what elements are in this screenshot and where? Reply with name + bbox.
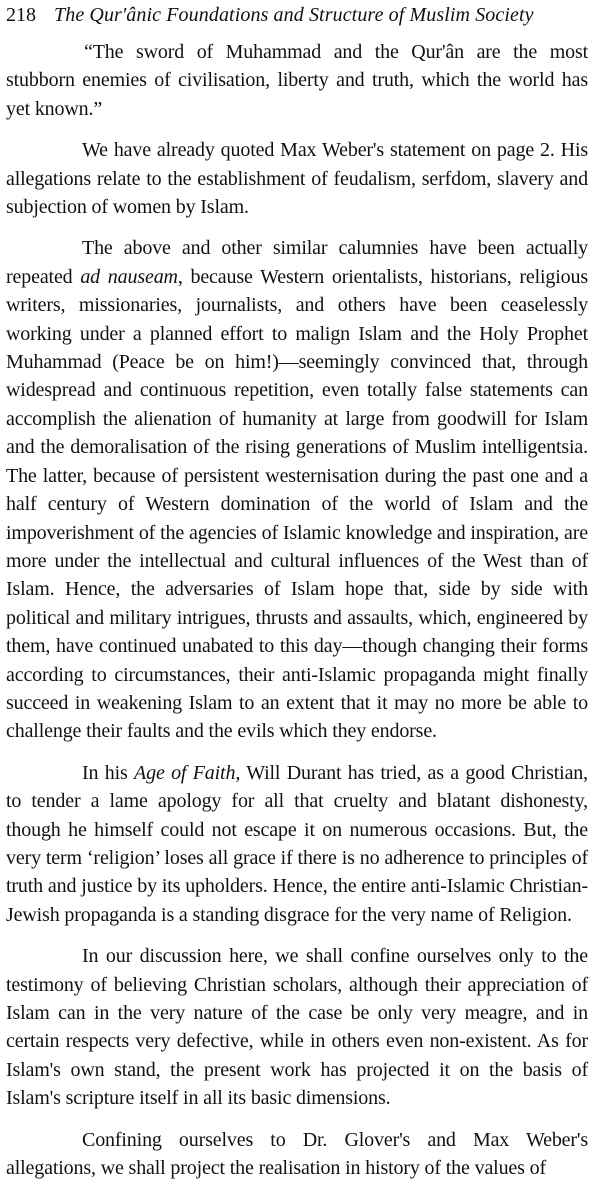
page-number: 218 xyxy=(6,4,36,26)
paragraph-text: In his xyxy=(82,761,135,784)
paragraph-durant xyxy=(6,759,588,929)
page-header xyxy=(6,4,588,34)
paragraph-text: We have already quoted Max Weber's statement on page 2. His allegations relate to the establishment of feudalism, serfdom, slavery and subjection of women by Islam. xyxy=(6,139,588,219)
body-text xyxy=(6,38,588,1182)
book-title: Age of Faith xyxy=(134,761,236,784)
paragraph-text: Confining ourselves to Dr. Glover's and Max Weber's allegations, we shall project the realisation in history of the values of xyxy=(6,1128,588,1180)
paragraph-text: In our discussion here, we shall confine ourselves only to the testimony of believing Christian scholars, although their appreciation of Islam can in the very nature of the case be only very meagre, and in certain respects very defective, while in others even non-existent. As for Islam's own stand, the present work has projected it on the basis of Islam's scripture itself in all its basic dimensions. xyxy=(6,945,588,1110)
paragraph-calumnies xyxy=(6,234,588,745)
paragraph-discussion xyxy=(6,942,588,1112)
paragraph-weber xyxy=(6,136,588,221)
paragraph-confining xyxy=(6,1126,588,1182)
paragraph-text: “The sword of Muhammad and the Qur'ân are the most stubborn enemies of civilisation, liberty and truth, which the world has yet known.” xyxy=(6,41,588,120)
running-head: The Qur'ânic Foundations and Structure of Muslim Society xyxy=(54,4,534,26)
paragraph-text: , Will Durant has tried, as a good Christian, to tender a lame apology for all that cruelty and blatant dishonesty, though he himself could not escape it on numerous occasions. But, the very term ‘religion’ loses all grace if there is no adherence to principles of truth and justice by its upholders. Hence, the entire anti-Islamic Christian-Jewish propaganda is a standing disgrace for the very name of Religion. xyxy=(6,761,588,926)
paragraph-text: , because Western orientalists, historians, religious writers, missionaries, journalists, and others have been ceaselessly working under a planned effort to malign Islam and the Holy Prophet Muhammad (Peace be on him!)—seemingly convinced that, through widespread and continuous repetition, even totally false statements can accomplish the alienation of humanity at large from goodwill for Islam and the demoralisation of the rising generations of Muslim intelligentsia. The latter, because of persistent westernisation during the past one and a half century of Western domination of the world of Islam and the impoverishment of the agencies of Islamic knowledge and inspiration, are more under the intellectual and cultural influences of the West than of Islam. Hence, the adversaries of Islam hope that, side by side with political and military intrigues, thrusts and assaults, which, engineered by them, have continued unabated to this day—though changing their forms according to circumstances, their anti-Islamic propaganda might finally succeed in weakening Islam to an extent that it may no more be able to challenge their faults and the evils which they endorse. xyxy=(6,265,589,743)
italic-phrase: ad nauseam xyxy=(80,265,178,288)
paragraph-text: The above and other similar calumnies have been actually repeated xyxy=(6,237,588,288)
paragraph-quote xyxy=(6,38,588,123)
